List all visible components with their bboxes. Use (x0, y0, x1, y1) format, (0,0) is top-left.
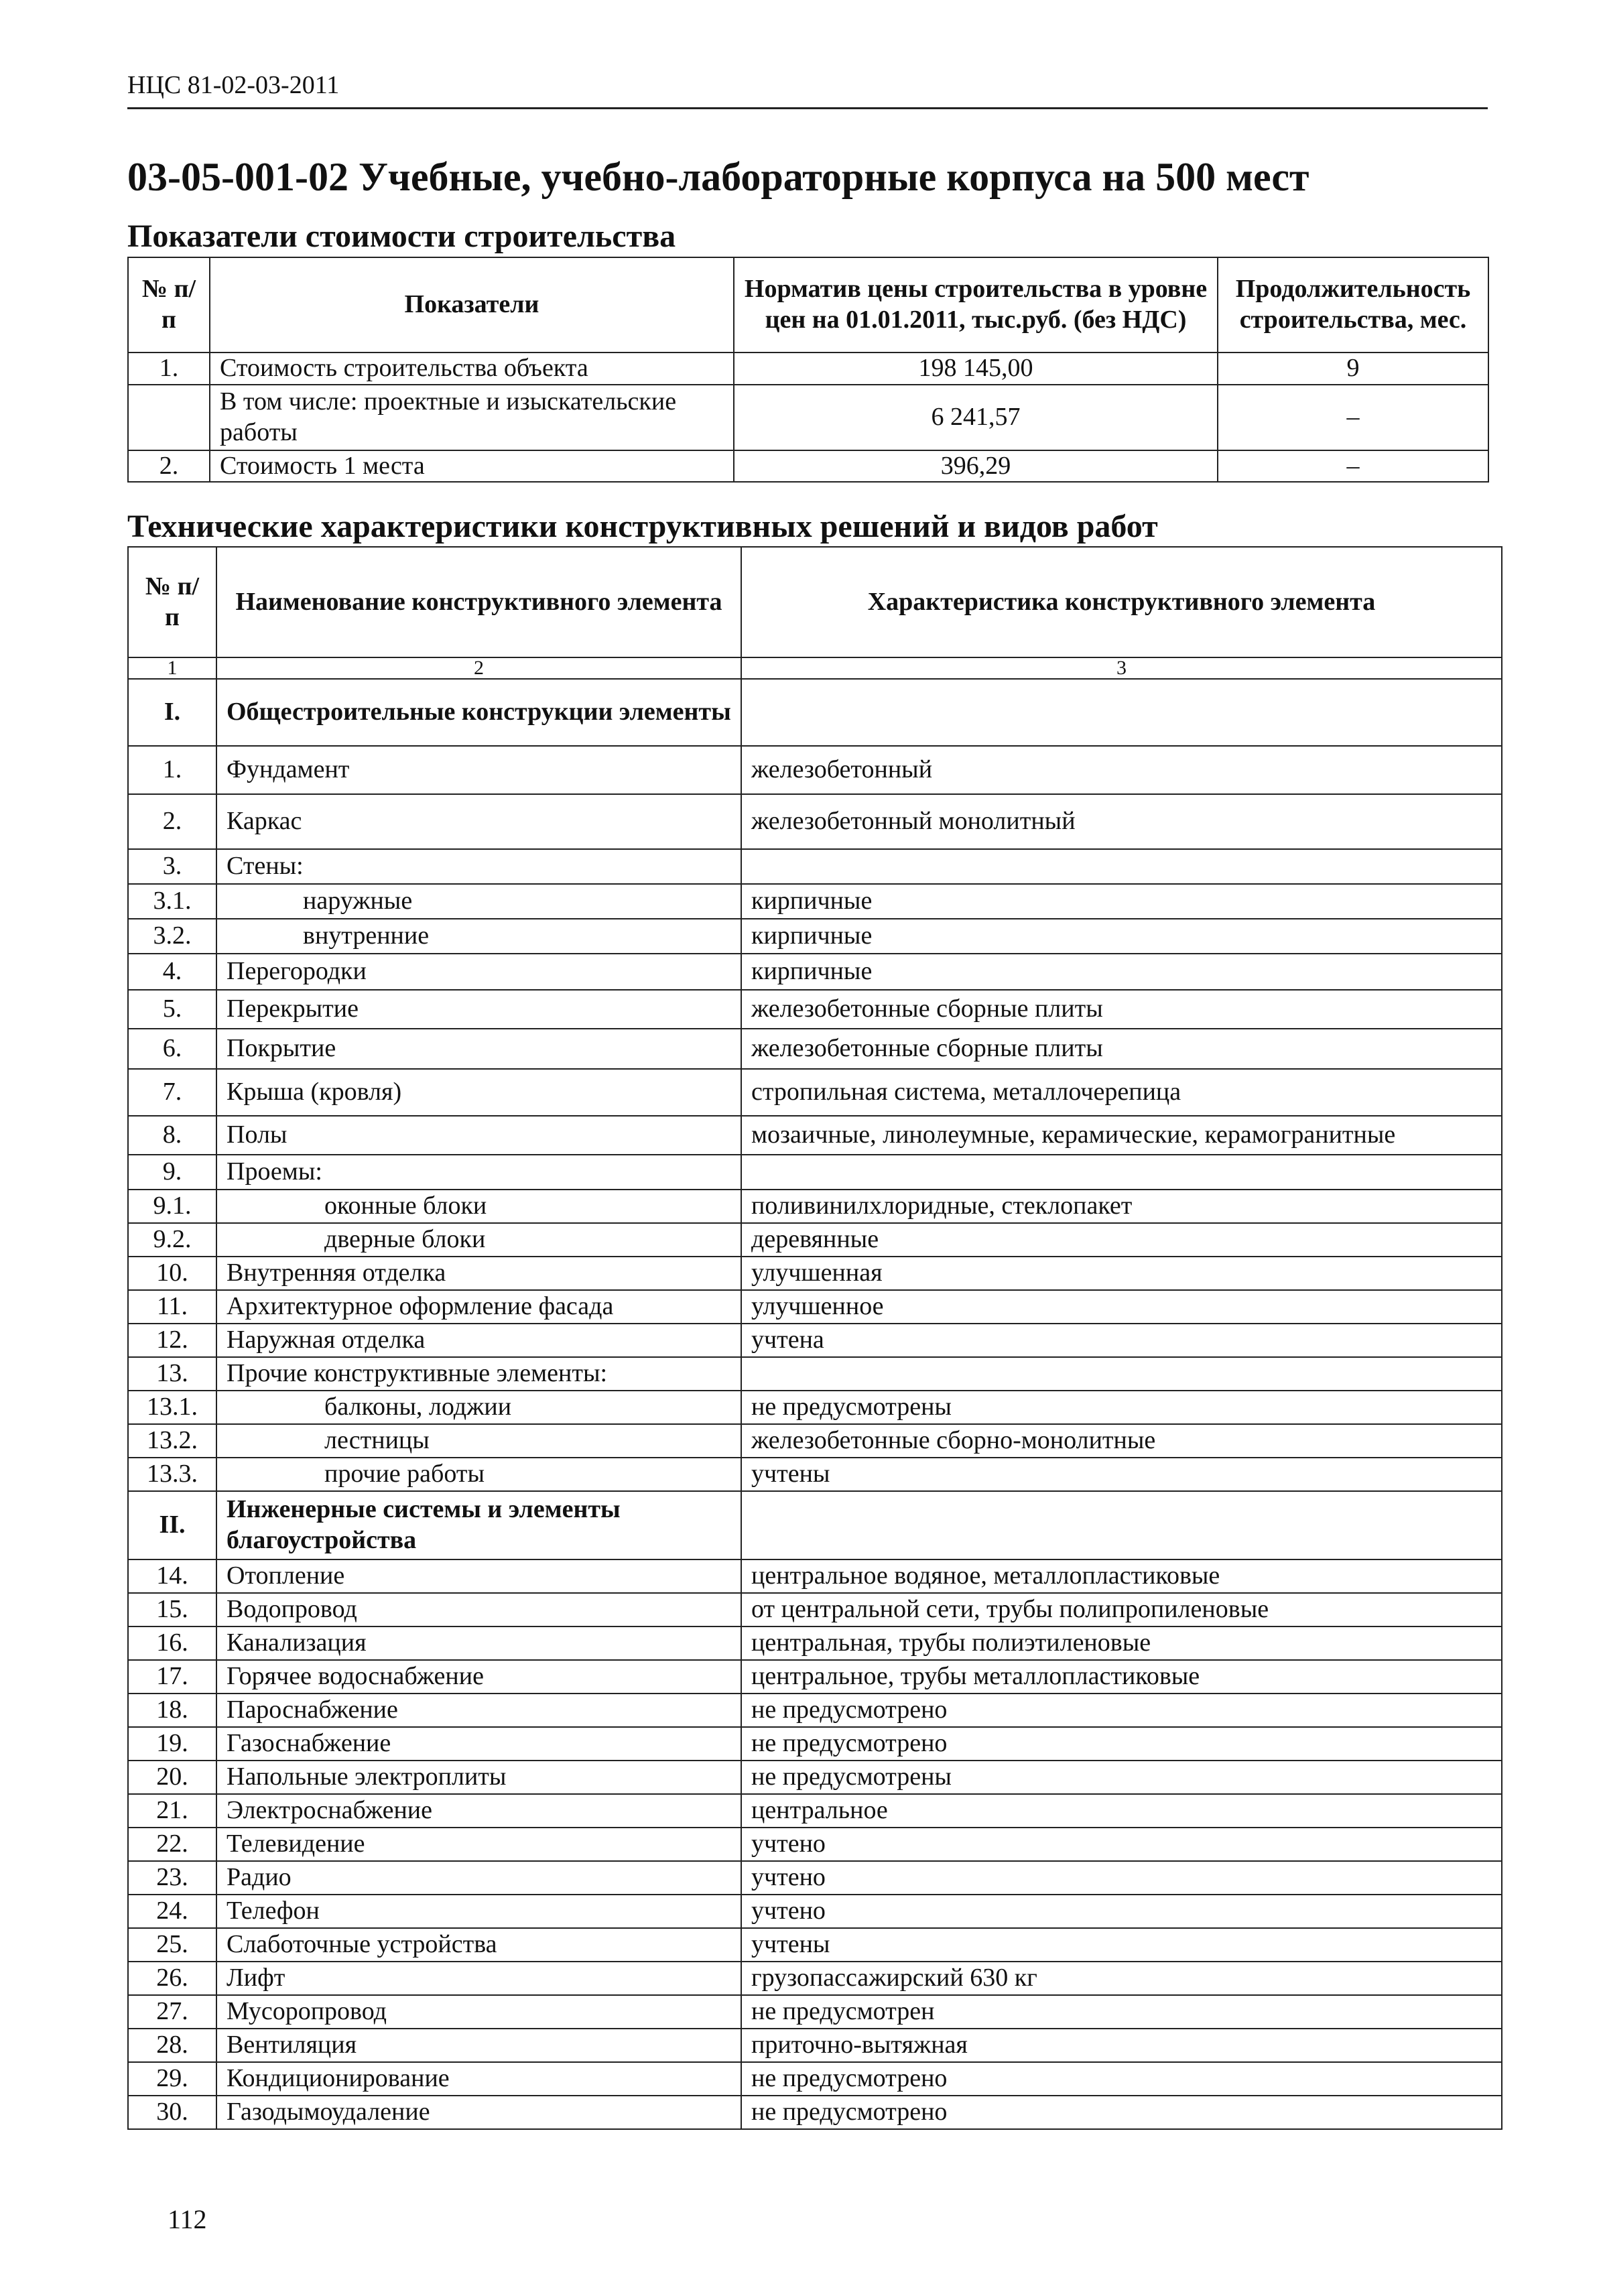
cell-num: 9.2. (128, 1223, 216, 1257)
table-row (128, 1290, 1502, 1324)
cell-price: 396,29 (734, 450, 1218, 483)
table-row (128, 990, 1502, 1029)
cell-name: Покрытие (216, 1029, 741, 1069)
table-row (128, 1761, 1502, 1794)
cell-num: 14. (128, 1559, 216, 1593)
cell-name: Внутренняя отделка (216, 1257, 741, 1290)
cell-characteristic: грузопассажирский 630 кг (741, 1962, 1502, 1995)
col-number-1: 1 (128, 657, 216, 679)
cell-num: 4. (128, 954, 216, 990)
cell-characteristic (741, 1491, 1502, 1559)
cell-characteristic: центральное (741, 1794, 1502, 1828)
cell-characteristic (741, 679, 1502, 746)
table-row (128, 1257, 1502, 1290)
cell-num: 26. (128, 1962, 216, 1995)
cell-name: дверные блоки (216, 1223, 741, 1257)
table-row (128, 1694, 1502, 1727)
cell-num: I. (128, 679, 216, 746)
cell-name: Стены: (216, 849, 741, 884)
table-row (128, 1559, 1502, 1593)
cell-num: 3.2. (128, 919, 216, 954)
cell-num: 27. (128, 1995, 216, 2029)
cell-num: 17. (128, 1660, 216, 1694)
cell-num: 13.3. (128, 1458, 216, 1491)
cell-num: 10. (128, 1257, 216, 1290)
cell-indicator: Стоимость строительства объекта (210, 353, 734, 385)
section-row (128, 679, 1502, 746)
table-row (128, 1995, 1502, 2029)
cell-characteristic: не предусмотрено (741, 2096, 1502, 2129)
cell-num: 13. (128, 1357, 216, 1391)
cell-num: 9. (128, 1155, 216, 1190)
table-row (128, 2029, 1502, 2062)
cell-characteristic: железобетонный (741, 746, 1502, 794)
cell-name: Лифт (216, 1962, 741, 1995)
cell-name: Наружная отделка (216, 1324, 741, 1357)
cell-name: Инженерные системы и элементы благоустройства (216, 1491, 741, 1559)
tech-header-char: Характеристика конструктивного элемента (741, 547, 1502, 657)
cell-num: 29. (128, 2062, 216, 2096)
cell-name: Слаботочные устройства (216, 1928, 741, 1962)
cell-name: Телевидение (216, 1828, 741, 1861)
cell-characteristic: центральное, трубы металлопластиковые (741, 1660, 1502, 1694)
cell-name: Перекрытие (216, 990, 741, 1029)
cell-name: Водопровод (216, 1593, 741, 1627)
cell-name: Мусоропровод (216, 1995, 741, 2029)
tech-header-name: Наименование конструктивного элемента (216, 547, 741, 657)
cell-characteristic: кирпичные (741, 884, 1502, 919)
table-row (128, 1895, 1502, 1928)
table-row (128, 1794, 1502, 1828)
cell-duration: – (1218, 450, 1488, 483)
cell-characteristic: центральное водяное, металлопластиковые (741, 1559, 1502, 1593)
tech-table (127, 546, 1502, 2130)
cost-header-duration: Продолжительность строительства, мес. (1218, 257, 1488, 353)
cell-name: Пароснабжение (216, 1694, 741, 1727)
table-row (128, 1116, 1502, 1155)
table-row (128, 1962, 1502, 1995)
col-number-2: 2 (216, 657, 741, 679)
cost-header-num: № п/п (128, 257, 210, 353)
cell-num: 25. (128, 1928, 216, 1962)
table-row (128, 954, 1502, 990)
cell-num: 8. (128, 1116, 216, 1155)
cell-characteristic: кирпичные (741, 954, 1502, 990)
cell-characteristic: учтена (741, 1324, 1502, 1357)
cell-characteristic: мозаичные, линолеумные, керамические, керамогранитные (741, 1116, 1502, 1155)
cell-num: 28. (128, 2029, 216, 2062)
cell-num: 12. (128, 1324, 216, 1357)
table-row (128, 1627, 1502, 1660)
table-row (128, 1069, 1502, 1116)
table-row (128, 1190, 1502, 1223)
table-row (128, 849, 1502, 884)
cell-name: Общестроительные конструкции элементы (216, 679, 741, 746)
cell-num: 11. (128, 1290, 216, 1324)
tech-header-num: № п/п (128, 547, 216, 657)
table-row (128, 746, 1502, 794)
cell-name: Газоснабжение (216, 1727, 741, 1761)
table-row (128, 1391, 1502, 1424)
cell-name: Радио (216, 1861, 741, 1895)
cell-characteristic: поливинилхлоридные, стеклопакет (741, 1190, 1502, 1223)
cell-characteristic (741, 1357, 1502, 1391)
cell-price: 198 145,00 (734, 353, 1218, 385)
table-row (128, 1458, 1502, 1491)
cell-num: 2. (128, 794, 216, 849)
cell-characteristic: учтено (741, 1895, 1502, 1928)
cell-num: 30. (128, 2096, 216, 2129)
cell-num: 23. (128, 1861, 216, 1895)
cell-name: Вентиляция (216, 2029, 741, 2062)
cell-name: Газодымоудаление (216, 2096, 741, 2129)
cell-indicator: Стоимость 1 места (210, 450, 734, 483)
cell-characteristic: учтено (741, 1861, 1502, 1895)
table-row (128, 1727, 1502, 1761)
cell-name: Проемы: (216, 1155, 741, 1190)
cell-name: Полы (216, 1116, 741, 1155)
table-row (128, 1593, 1502, 1627)
table-row (128, 1357, 1502, 1391)
cell-num: II. (128, 1491, 216, 1559)
document-code: НЦС 81-02-03-2011 (127, 71, 340, 99)
cell-name: Напольные электроплиты (216, 1761, 741, 1794)
table-row (128, 1155, 1502, 1190)
cell-characteristic: улучшенное (741, 1290, 1502, 1324)
cell-num: 24. (128, 1895, 216, 1928)
cell-num: 18. (128, 1694, 216, 1727)
cell-duration: – (1218, 385, 1488, 450)
table-row (128, 385, 1488, 450)
cell-characteristic: учтены (741, 1458, 1502, 1491)
tech-section-title: Технические характеристики конструктивных решений и видов работ (127, 509, 1158, 544)
page-title: 03-05-001-02 Учебные, учебно-лабораторные корпуса на 500 мест (127, 155, 1309, 199)
cell-num: 15. (128, 1593, 216, 1627)
cell-name: прочие работы (216, 1458, 741, 1491)
cell-name: балконы, лоджии (216, 1391, 741, 1424)
table-row (128, 1928, 1502, 1962)
cell-num (128, 385, 210, 450)
cell-num: 1. (128, 353, 210, 385)
cell-name: Канализация (216, 1627, 741, 1660)
table-row (128, 1861, 1502, 1895)
cell-name: Каркас (216, 794, 741, 849)
cell-num: 21. (128, 1794, 216, 1828)
cell-characteristic: железобетонные сборно-монолитные (741, 1424, 1502, 1458)
cell-characteristic: железобетонные сборные плиты (741, 990, 1502, 1029)
cell-characteristic (741, 849, 1502, 884)
cell-characteristic: железобетонные сборные плиты (741, 1029, 1502, 1069)
cell-num: 3. (128, 849, 216, 884)
cell-name: оконные блоки (216, 1190, 741, 1223)
cell-characteristic: не предусмотрены (741, 1761, 1502, 1794)
cell-name: Электроснабжение (216, 1794, 741, 1828)
cell-num: 9.1. (128, 1190, 216, 1223)
cell-characteristic: кирпичные (741, 919, 1502, 954)
page-number: 112 (168, 2204, 207, 2234)
cell-num: 13.1. (128, 1391, 216, 1424)
cell-characteristic: центральная, трубы полиэтиленовые (741, 1627, 1502, 1660)
cost-header-indicator: Показатели (210, 257, 734, 353)
cell-num: 5. (128, 990, 216, 1029)
cell-characteristic: железобетонный монолитный (741, 794, 1502, 849)
table-row (128, 2096, 1502, 2129)
section-row (128, 1491, 1502, 1559)
cell-num: 13.2. (128, 1424, 216, 1458)
table-row (128, 794, 1502, 849)
cell-name: Прочие конструктивные элементы: (216, 1357, 741, 1391)
table-row (128, 1223, 1502, 1257)
cell-num: 16. (128, 1627, 216, 1660)
cell-num: 19. (128, 1727, 216, 1761)
cell-name: Архитектурное оформление фасада (216, 1290, 741, 1324)
cell-name: Кондиционирование (216, 2062, 741, 2096)
cost-section-title: Показатели стоимости строительства (127, 218, 676, 254)
cell-duration: 9 (1218, 353, 1488, 385)
cell-characteristic: деревянные (741, 1223, 1502, 1257)
table-row (128, 450, 1488, 483)
cell-characteristic: не предусмотрено (741, 1694, 1502, 1727)
table-row (128, 1828, 1502, 1861)
cell-characteristic: приточно-вытяжная (741, 2029, 1502, 2062)
cell-name: Фундамент (216, 746, 741, 794)
table-row (128, 1324, 1502, 1357)
cell-name: лестницы (216, 1424, 741, 1458)
cell-indicator: В том числе: проектные и изыскательские работы (210, 385, 734, 450)
cell-characteristic: не предусмотрено (741, 2062, 1502, 2096)
cell-num: 3.1. (128, 884, 216, 919)
cost-table (127, 257, 1489, 483)
table-row (128, 1424, 1502, 1458)
cell-characteristic: улучшенная (741, 1257, 1502, 1290)
cost-header-price: Норматив цены строительства в уровне цен на 01.01.2011, тыс.руб. (без НДС) (734, 257, 1218, 353)
cell-name: Крыша (кровля) (216, 1069, 741, 1116)
col-number-3: 3 (741, 657, 1502, 679)
cell-name: наружные (216, 884, 741, 919)
cell-characteristic: не предусмотрено (741, 1727, 1502, 1761)
cell-characteristic: не предусмотрен (741, 1995, 1502, 2029)
cell-price: 6 241,57 (734, 385, 1218, 450)
cell-num: 20. (128, 1761, 216, 1794)
table-row (128, 884, 1502, 919)
cell-num: 2. (128, 450, 210, 483)
cell-characteristic: учтены (741, 1928, 1502, 1962)
cell-num: 1. (128, 746, 216, 794)
cell-num: 6. (128, 1029, 216, 1069)
cell-name: Горячее водоснабжение (216, 1660, 741, 1694)
cell-characteristic: не предусмотрены (741, 1391, 1502, 1424)
cell-name: Телефон (216, 1895, 741, 1928)
header-divider (127, 107, 1488, 109)
cell-name: внутренние (216, 919, 741, 954)
table-row (128, 1029, 1502, 1069)
cell-characteristic: от центральной сети, трубы полипропиленовые (741, 1593, 1502, 1627)
cell-name: Перегородки (216, 954, 741, 990)
table-row (128, 2062, 1502, 2096)
cell-name: Отопление (216, 1559, 741, 1593)
cell-characteristic (741, 1155, 1502, 1190)
cell-num: 7. (128, 1069, 216, 1116)
table-row (128, 1660, 1502, 1694)
cell-num: 22. (128, 1828, 216, 1861)
cell-characteristic: учтено (741, 1828, 1502, 1861)
table-row (128, 353, 1488, 385)
table-row (128, 919, 1502, 954)
cell-characteristic: стропильная система, металлочерепица (741, 1069, 1502, 1116)
